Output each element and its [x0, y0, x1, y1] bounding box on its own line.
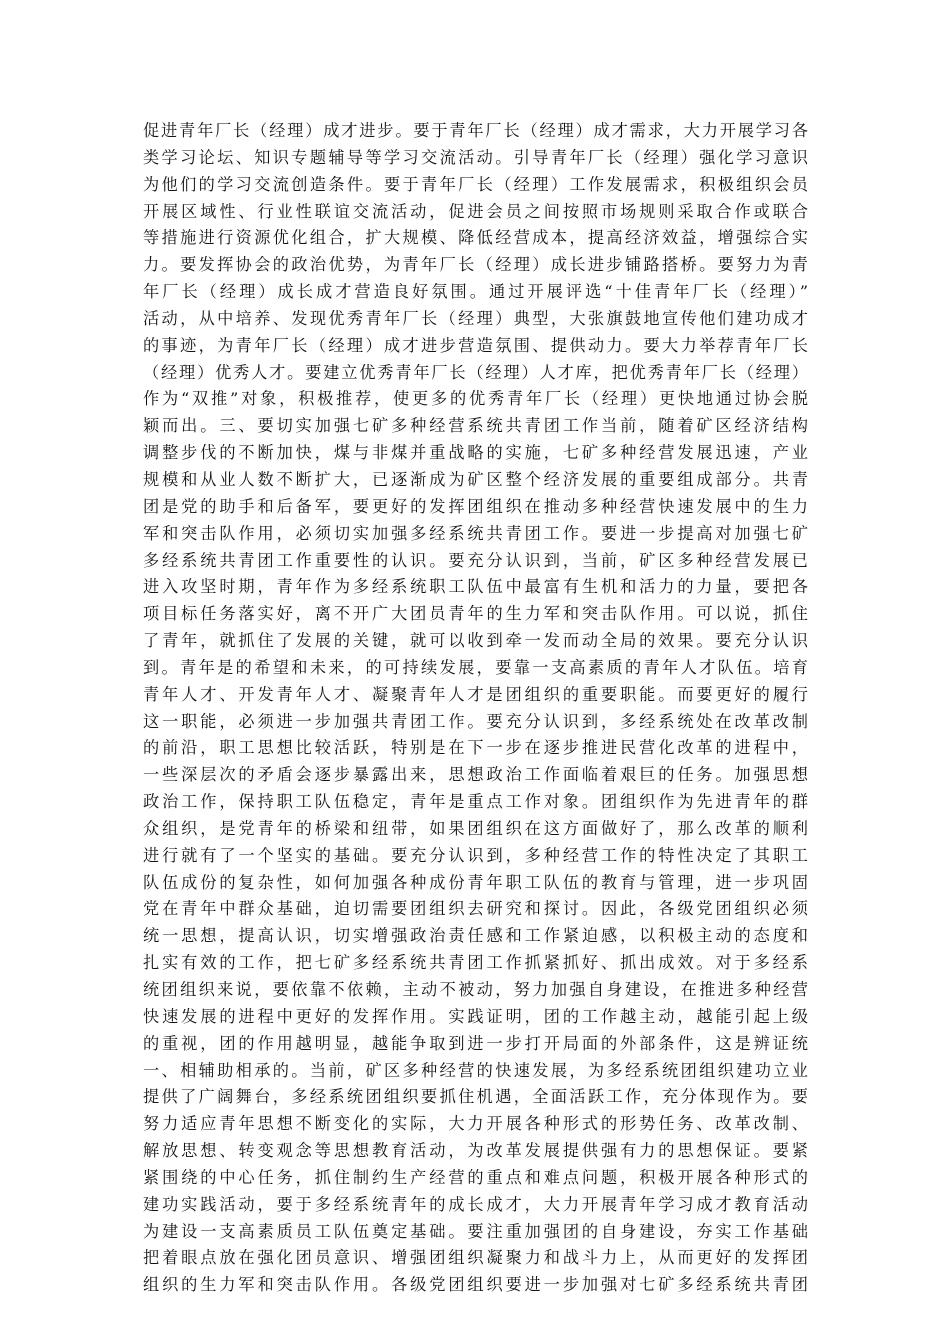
text-line: 一、相辅助相承的。当前，矿区多种经营的快速发展，为多经系统团组织建功立业: [143, 1060, 808, 1080]
text-line: 力。要发挥协会的政治优势，为青年厂长（经理）成长进步铺路搭桥。要努力为青: [143, 255, 808, 275]
text-line: 为建设一支高素质员工队伍奠定基础。要注重加强团的自身建设，夯实工作基础: [143, 1221, 808, 1241]
text-line: 开展区域性、行业性联谊交流活动，促进会员之间按照市场规则采取合作或联合: [143, 201, 808, 221]
text-line: 众组织，是党青年的桥梁和纽带，如果团组织在这方面做好了，那么改革的顺利: [143, 818, 808, 838]
text-line: 的前沿，职工思想比较活跃，特别是在下一步在逐步推进民营化改革的进程中，: [143, 738, 808, 758]
text-line: 的重视，团的作用越明显，越能争取到进一步打开局面的外部条件，这是辨证统: [143, 1033, 808, 1053]
text-line: （经理）优秀人才。要建立优秀青年厂长（经理）人才库，把优秀青年厂长（经理）: [143, 362, 808, 382]
body-text: [143, 118, 808, 1299]
text-line: 这一职能，必须进一步加强共青团工作。要充分认识到，多经系统处在改革改制: [143, 711, 808, 731]
text-line: 了青年，就抓住了发展的关键，就可以收到牵一发而动全局的效果。要充分认识: [143, 631, 808, 651]
text-line: 努力适应青年思想不断变化的实际，大力开展各种形式的形势任务、改革改制、: [143, 1114, 808, 1134]
text-line: 统一思想，提高认识，切实增强政治责任感和工作紧迫感，以积极主动的态度和: [143, 926, 808, 946]
text-line: 建功实践活动，要于多经系统青年的成长成才，大力开展青年学习成才教育活动: [143, 1194, 808, 1214]
text-line: 到。青年是的希望和未来，的可持续发展，要靠一支高素质的青年人才队伍。培育: [143, 657, 808, 677]
text-line: 提供了广阔舞台，多经系统团组织要抓住机遇，全面活跃工作，充分体现作为。要: [143, 1087, 808, 1107]
text-line: 为他们的学习交流创造条件。要于青年厂长（经理）工作发展需求，积极组织会员: [143, 174, 808, 194]
text-line: 组织的生力军和突击队作用。各级党团组织要进一步加强对七矿多经系统共青团: [143, 1275, 808, 1295]
text-line: 军和突击队作用，必须切实加强多经系统共青团工作。要进一步提高对加强七矿: [143, 523, 808, 543]
text-line: 快速发展的进程中更好的发挥作用。实践证明，团的工作越主动，越能引起上级: [143, 1006, 808, 1026]
text-line: 类学习论坛、知识专题辅导等学习交流活动。引导青年厂长（经理）强化学习意识: [143, 147, 808, 167]
text-line: 进入攻坚时期，青年作为多经系统职工队伍中最富有生机和活力的力量，要把各: [143, 577, 808, 597]
text-line: 作为“双推”对象，积极推荐，使更多的优秀青年厂长（经理）更快地通过协会脱: [143, 389, 808, 409]
text-line: 把着眼点放在强化团员意识、增强团组织凝聚力和战斗力上，从而更好的发挥团: [143, 1248, 808, 1268]
text-line: 项目标任务落实好，离不开广大团员青年的生力军和突击队作用。可以说，抓住: [143, 604, 808, 624]
text-line: 调整步伐的不断加快，煤与非煤并重战略的实施，七矿多种经营发展迅速，产业: [143, 443, 808, 463]
text-line: 紧围绕的中心任务，抓住制约生产经营的重点和难点问题，积极开展各种形式的: [143, 1167, 808, 1187]
text-line: 扎实有效的工作，把七矿多经系统共青团工作抓紧抓好、抓出成效。对于多经系: [143, 953, 808, 973]
text-line: 统团组织来说，要依靠不依赖，主动不被动，努力加强自身建设，在推进多种经营: [143, 980, 808, 999]
text-line: 党在青年中群众基础，迫切需要团组织去研究和探讨。因此，各级党团组织必须: [143, 899, 808, 919]
text-line: 团是党的助手和后备军，要更好的发挥团组织在推动多种经营快速发展中的生力: [143, 496, 808, 516]
text-line: 的事迹，为青年厂长（经理）成才进步营造氛围、提供动力。要大力举荐青年厂长: [143, 335, 808, 355]
text-line: 多经系统共青团工作重要性的认识。要充分认识到，当前，矿区多种经营发展已: [143, 550, 808, 570]
text-line: 政治工作，保持职工队伍稳定，青年是重点工作对象。团组织作为先进青年的群: [143, 792, 808, 812]
text-line: 活动，从中培养、发现优秀青年厂长（经理）典型，大张旗鼓地宣传他们建功成才: [143, 308, 808, 328]
text-line: 一些深层次的矛盾会逐步暴露出来，思想政治工作面临着艰巨的任务。加强思想: [143, 765, 808, 785]
text-line: 促进青年厂长（经理）成才进步。要于青年厂长（经理）成才需求，大力开展学习各: [143, 121, 808, 140]
text-line: 队伍成份的复杂性，如何加强各种成份青年职工队伍的教育与管理，进一步巩固: [143, 872, 808, 892]
text-line: 解放思想、转变观念等思想教育活动，为改革发展提供强有力的思想保证。要紧: [143, 1141, 808, 1161]
text-line: 等措施进行资源优化组合，扩大规模、降低经营成本，提高经济效益，增强综合实: [143, 228, 808, 248]
text-line: 颖而出。三、要切实加强七矿多种经营系统共青团工作当前，随着矿区经济结构: [143, 416, 808, 436]
text-line: 年厂长（经理）成长成才营造良好氛围。通过开展评选“十佳青年厂长（经理）”: [143, 282, 808, 302]
text-line: 进行就有了一个坚实的基础。要充分认识到，多种经营工作的特性决定了其职工: [143, 845, 808, 865]
text-line: 规模和从业人数不断扩大，已逐渐成为矿区整个经济发展的重要组成部分。共青: [143, 469, 808, 489]
text-line: 青年人才、开发青年人才、凝聚青年人才是团组织的重要职能。而要更好的履行: [143, 684, 808, 704]
